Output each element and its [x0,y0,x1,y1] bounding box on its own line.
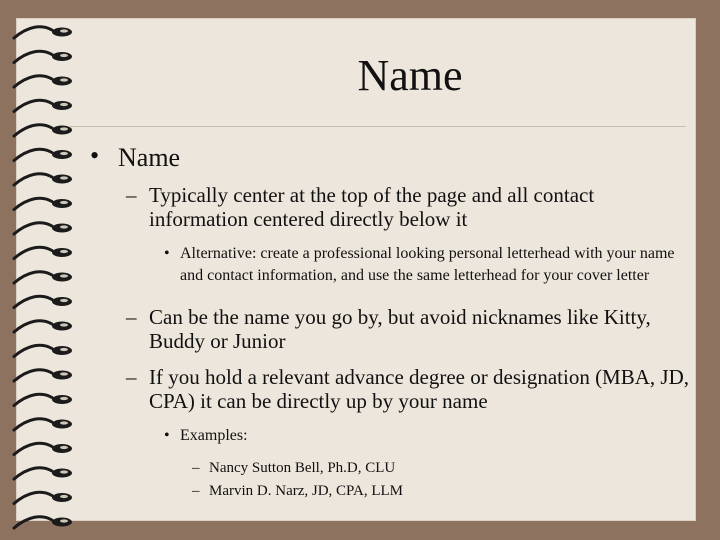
bullet-level3 [90,243,690,287]
dash-icon: – [126,183,137,207]
spiral-highlight [60,323,68,326]
bullet-icon: • [90,141,100,170]
bullet-text: Nancy Sutton Bell, Ph.D, CLU [209,460,396,476]
spiral-highlight [60,127,68,130]
spiral-coil [14,125,52,136]
bullet-level2 [90,305,690,353]
spiral-coil [14,51,52,62]
bullet-text: Examples: [180,427,248,444]
spiral-coil [14,100,52,111]
spiral-coil [14,198,52,209]
spiral-coil [14,517,52,528]
spiral-highlight [60,274,68,277]
spiral-coil [14,296,52,307]
spiral-highlight [60,519,68,522]
spiral-highlight [60,348,68,351]
spiral-highlight [60,470,68,473]
spiral-coil [14,149,52,160]
dash-icon: – [192,460,200,476]
spiral-coil [14,174,52,185]
spiral-coil [14,443,52,454]
spiral-highlight [60,103,68,106]
bullet-level4 [90,457,690,480]
bullet-icon: • [164,245,170,262]
spiral-highlight [60,152,68,155]
spiral-highlight [60,372,68,375]
bullet-text: Typically center at the top of the page and all contact information centered directly below it [149,183,595,231]
spiral-coil [14,27,52,38]
bullet-level4 [90,480,690,503]
spiral-highlight [60,397,68,400]
spiral-coil [14,419,52,430]
spiral-highlight [60,78,68,81]
spiral-coil [14,370,52,381]
bullet-icon: • [164,427,170,444]
bullet-text: Can be the name you go by, but avoid nicknames like Kitty, Buddy or Junior [149,305,651,353]
spiral-highlight [60,446,68,449]
spiral-coil [14,247,52,258]
spiral-highlight [60,54,68,57]
dash-icon: – [126,305,137,329]
bullet-text: Name [118,143,181,172]
spiral-coil [14,76,52,87]
bullet-text: Alternative: create a professional looking personal letterhead with your name and contact information, and use the same letterhead for your cover letter [180,245,675,284]
bullet-level2 [90,365,690,413]
bullet-text: If you hold a relevant advance degree or designation (MBA, JD, CPA) it can be directly up by your name [149,365,689,413]
slide-title: Name [357,51,463,100]
slide-content [90,141,690,503]
bullet-level1 [90,141,690,172]
spiral-highlight [60,250,68,253]
spiral-coil [14,492,52,503]
dash-icon: – [192,483,200,499]
spiral-coil [14,223,52,234]
spiral-highlight [60,421,68,424]
spiral-highlight [60,225,68,228]
bullet-level2 [90,183,690,231]
spiral-coil [14,468,52,479]
spiral-coil [14,394,52,405]
spiral-highlight [60,299,68,302]
title-divider [70,126,686,127]
spiral-highlight [60,29,68,32]
spiral-coil [14,272,52,283]
bullet-text: Marvin D. Narz, JD, CPA, LLM [209,483,404,499]
spiral-highlight [60,201,68,204]
spiral-coil [14,321,52,332]
spiral-coil [14,345,52,356]
spiral-highlight [60,176,68,179]
dash-icon: – [126,365,137,389]
spiral-binding-icon [0,0,90,540]
spiral-highlight [60,495,68,498]
bullet-level3 [90,425,690,447]
